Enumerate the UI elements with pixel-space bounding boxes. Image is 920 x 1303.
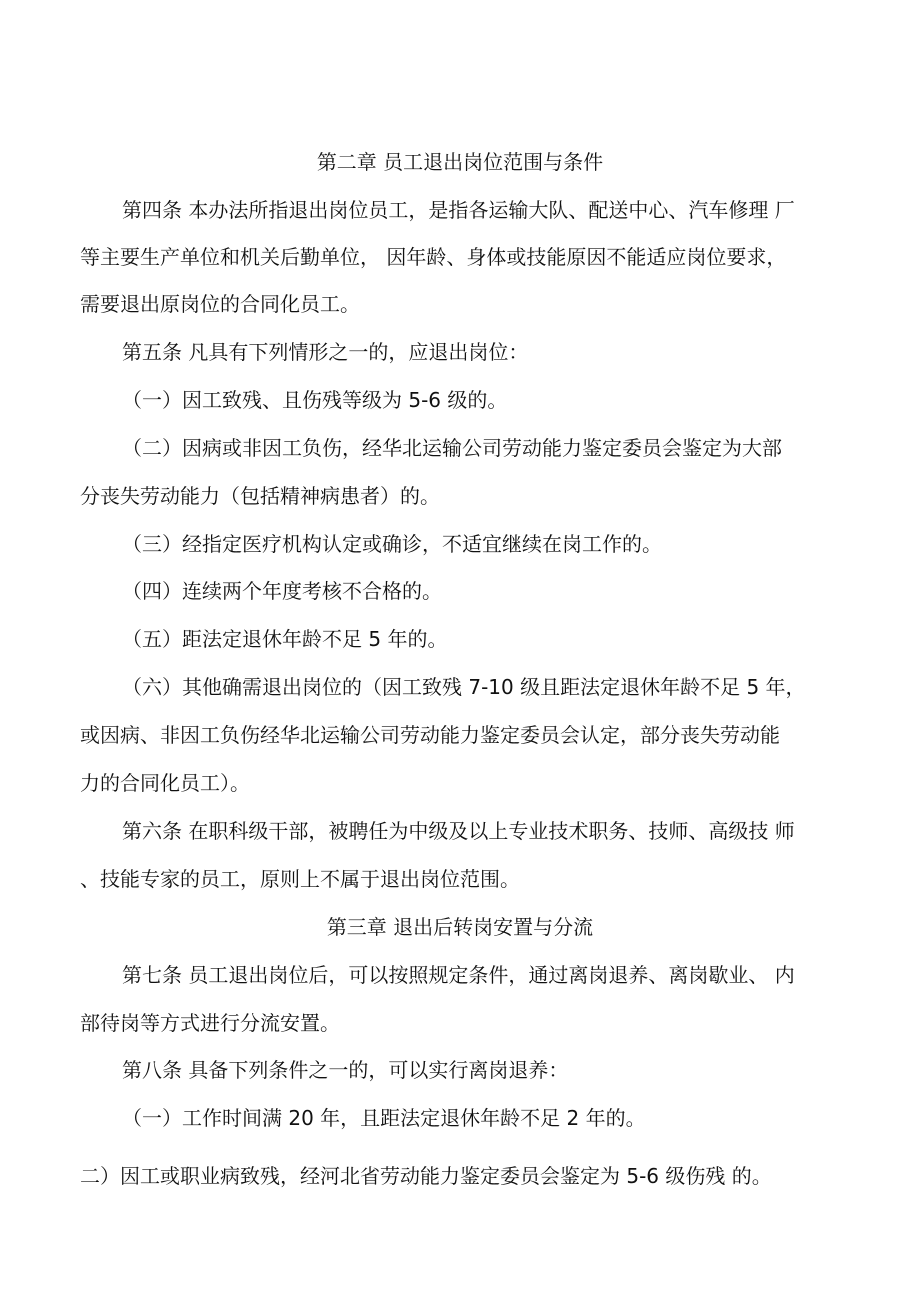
article-8-intro: 第八条 具备下列条件之一的，可以实行离岗退养： xyxy=(122,1058,569,1082)
article-5-item-6-line-1: （六）其他确需退出岗位的（因工致残 7-10 级且距法定退休年龄不足 5 年， xyxy=(122,675,806,699)
article-5-item-3: （三）经指定医疗机构认定或确诊，不适宜继续在岗工作的。 xyxy=(122,532,662,556)
article-8-item-1: （一）工作时间满 20 年，且距法定退休年龄不足 2 年的。 xyxy=(122,1106,646,1130)
article-5-item-2-line-1: （二）因病或非因工负伤，经华北运输公司劳动能力鉴定委员会鉴定为大部 xyxy=(122,436,782,460)
article-6-line-2: 、技能专家的员工，原则上不属于退出岗位范围。 xyxy=(80,867,520,891)
article-7-line-1: 第七条 员工退出岗位后，可以按照规定条件，通过离岗退养、离岗歇业、 内 xyxy=(122,963,795,987)
article-4-line-3: 需要退出原岗位的合同化员工。 xyxy=(80,292,360,316)
article-5-item-1: （一）因工致残、且伤残等级为 5-6 级的。 xyxy=(122,388,508,412)
article-7-line-2: 部待岗等方式进行分流安置。 xyxy=(80,1011,340,1035)
article-5-item-4: （四）连续两个年度考核不合格的。 xyxy=(122,579,442,603)
article-5-item-6-line-3: 力的合同化员工）。 xyxy=(80,771,250,795)
chapter-3-heading: 第三章 退出后转岗安置与分流 xyxy=(326,915,594,939)
article-5-item-6-line-2: 或因病、非因工负伤经华北运输公司劳动能力鉴定委员会认定，部分丧失劳动能 xyxy=(80,723,780,747)
article-4-line-2: 等主要生产单位和机关后勤单位， 因年龄、身体或技能原因不能适应岗位要求， xyxy=(80,245,787,269)
article-5-item-5: （五）距法定退休年龄不足 5 年的。 xyxy=(122,627,448,651)
chapter-2-heading: 第二章 员工退出岗位范围与条件 xyxy=(316,150,604,174)
article-5-intro: 第五条 凡具有下列情形之一的，应退出岗位： xyxy=(122,340,529,364)
article-5-item-2-line-2: 分丧失劳动能力（包括精神病患者）的。 xyxy=(80,484,440,508)
article-4-line-1: 第四条 本办法所指退出岗位员工，是指各运输大队、配送中心、汽车修理 厂 xyxy=(122,198,795,222)
article-6-line-1: 第六条 在职科级干部，被聘任为中级及以上专业技术职务、技师、高级技 师 xyxy=(122,819,795,843)
article-8-item-2: 二）因工或职业病致残，经河北省劳动能力鉴定委员会鉴定为 5-6 级伤残 的。 xyxy=(80,1164,772,1188)
